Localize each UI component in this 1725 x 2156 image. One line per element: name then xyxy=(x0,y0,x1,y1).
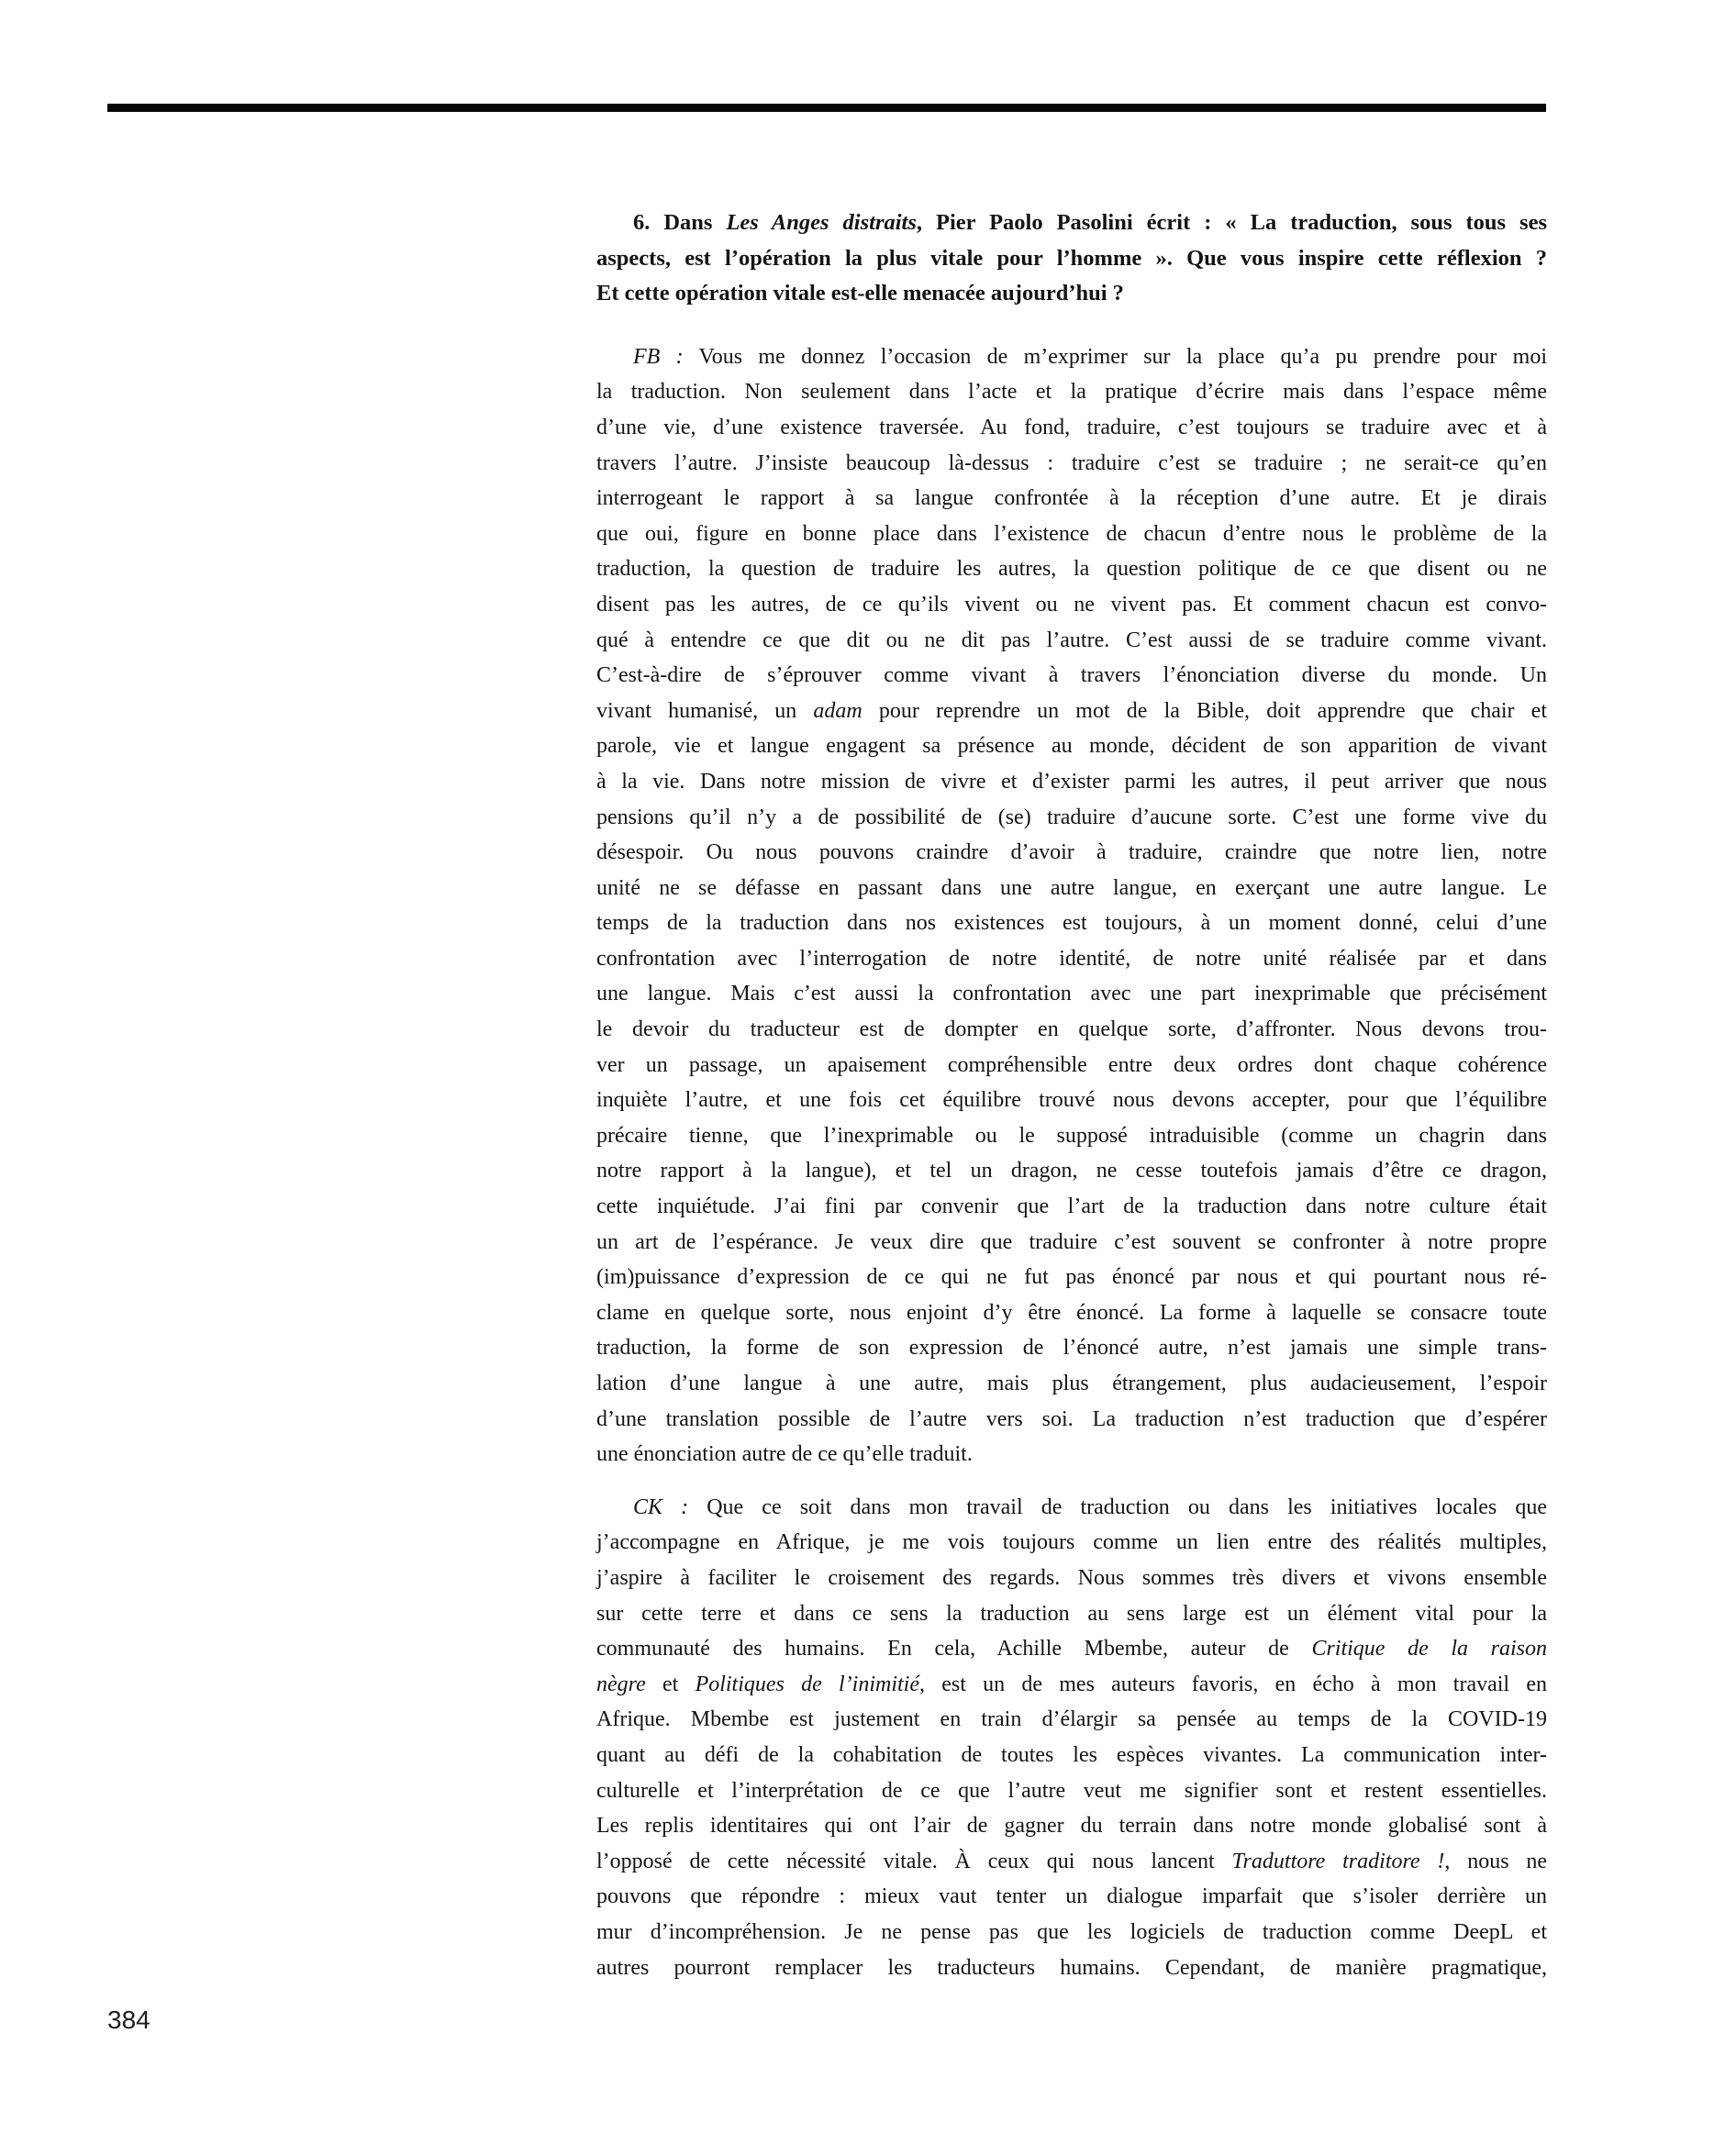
text-line: notre rapport à la langue), et tel un dragon, ne cesse toutefois jamais d’être ce dragon, xyxy=(596,1159,1547,1184)
text-line: à la vie. Dans notre mission de vivre et d’exister parmi les autres, il peut arriver que nous xyxy=(596,769,1547,794)
page-number: 384 xyxy=(107,2006,150,2034)
text-line: aspects, est l’opération la plus vitale pour l’homme ». Que vous inspire cette réflexion ? xyxy=(596,245,1547,271)
text-line: C’est-à-dire de s’éprouver comme vivant à travers l’énonciation diverse du monde. Un xyxy=(596,663,1547,688)
text-line: l’opposé de cette nécessité vitale. À ceux qui nous lancent Traduttore traditore !, nous ne xyxy=(596,1849,1547,1873)
text-line: pouvons que répondre : mieux vaut tenter un dialogue imparfait que s’isoler derrière un xyxy=(596,1884,1547,1909)
text-line: qué à entendre ce que dit ou ne dit pas l’autre. C’est aussi de se traduire comme vivant. xyxy=(596,628,1547,652)
text-line: le devoir du traducteur est de dompter en quelque sorte, d’affronter. Nous devons trou- xyxy=(596,1017,1547,1042)
text-line: Les replis identitaires qui ont l’air de gagner du terrain dans notre monde globalisé sont à xyxy=(596,1814,1547,1839)
text-line: Afrique. Mbembe est justement en train d’élargir sa pensée au temps de la COVID-19 xyxy=(596,1707,1547,1732)
text-line: la traduction. Non seulement dans l’acte et la pratique d’écrire mais dans l’espace même xyxy=(596,380,1547,405)
text-line: pensions qu’il n’y a de possibilité de (se) traduire d’aucune sorte. C’est une forme vive du xyxy=(596,805,1547,829)
text-line: j’aspire à faciliter le croisement des regards. Nous sommes très divers et vivons ensemble xyxy=(596,1565,1547,1590)
text-line: nègre et Politiques de l’inimitié, est un de mes auteurs favoris, en écho à mon travail en xyxy=(596,1672,1547,1696)
text-block xyxy=(596,206,1547,1985)
text-line: j’accompagne en Afrique, je me vois toujours comme un lien entre des réalités multiples, xyxy=(596,1530,1547,1555)
text-line: unité ne se défasse en passant dans une autre langue, en exerçant une autre langue. Le xyxy=(596,875,1547,900)
text-line: travers l’autre. J’insiste beaucoup là-dessus : traduire c’est se traduire ; ne serait-ce qu’en xyxy=(596,450,1547,475)
text-line: interrogeant le rapport à sa langue confrontée à la réception d’une autre. Et je dirais xyxy=(596,486,1547,511)
top-rule xyxy=(107,104,1546,112)
answer-paragraph-fb xyxy=(596,339,1547,1473)
text-line: cette inquiétude. J’ai fini par convenir que l’art de la traduction dans notre culture était xyxy=(596,1195,1547,1219)
text-line: parole, vie et langue engagent sa présence au monde, décident de son apparition de vivant xyxy=(596,734,1547,759)
text-line: désespoir. Ou nous pouvons craindre d’avoir à traduire, craindre que notre lien, notre xyxy=(596,840,1547,865)
text-line: culturelle et l’interprétation de ce que l’autre veut me signifier sont et restent essentielles. xyxy=(596,1778,1547,1803)
text-line: confrontation avec l’interrogation de notre identité, de notre unité réalisée par et dans xyxy=(596,946,1547,971)
text-line: que oui, figure en bonne place dans l’existence de chacun d’entre nous le problème de la xyxy=(596,521,1547,546)
text-line: communauté des humains. En cela, Achille Mbembe, auteur de Critique de la raison xyxy=(596,1637,1548,1661)
text-line: temps de la traduction dans nos existences est toujours, à un moment donné, celui d’une xyxy=(596,911,1547,936)
text-line: inquiète l’autre, et une fois cet équilibre trouvé nous devons accepter, pour que l’équilibre xyxy=(596,1088,1547,1113)
text-line: ver un passage, un apaisement compréhensible entre deux ordres dont chaque cohérence xyxy=(596,1052,1547,1077)
text-line: clame en quelque sorte, nous enjoint d’y être énoncé. La forme à laquelle se consacre toute xyxy=(596,1300,1547,1325)
text-line: une énonciation autre de ce qu’elle traduit. xyxy=(596,1442,973,1467)
text-line: 6. Dans Les Anges distraits, Pier Paolo Pasolini écrit : « La traduction, sous tous ses xyxy=(633,210,1548,235)
text-line: quant au défi de la cohabitation de toutes les espèces vivantes. La communication inter- xyxy=(596,1742,1547,1767)
text-line: d’une vie, d’une existence traversée. Au fond, traduire, c’est toujours se traduire avec et à xyxy=(596,415,1547,439)
text-line: (im)puissance d’expression de ce qui ne fut pas énoncé par nous et qui pourtant nous ré- xyxy=(596,1265,1547,1290)
text-line: précaire tienne, que l’inexprimable ou le supposé intraduisible (comme un chagrin dans xyxy=(596,1123,1547,1148)
text-line: autres pourront remplacer les traducteurs humains. Cependant, de manière pragmatique, xyxy=(596,1955,1547,1980)
text-line: traduction, la question de traduire les autres, la question politique de ce que disent ou ne xyxy=(596,557,1547,582)
text-line: disent pas les autres, de ce qu’ils vivent ou ne vivent pas. Et comment chacun est convo- xyxy=(596,592,1547,617)
text-line: vivant humanisé, un adam pour reprendre un mot de la Bible, doit apprendre que chair et xyxy=(596,698,1547,723)
text-line: un art de l’espérance. Je veux dire que traduire c’est souvent se confronter à notre propre xyxy=(596,1229,1547,1254)
text-line: lation d’une langue à une autre, mais plus étrangement, plus audacieusement, l’espoir xyxy=(596,1372,1547,1395)
text-line: FB : Vous me donnez l’occasion de m’exprimer sur la place qu’a pu prendre pour moi xyxy=(633,344,1548,369)
text-line: une langue. Mais c’est aussi la confrontation avec une part inexprimable que précisément xyxy=(596,982,1547,1006)
text-line: d’une translation possible de l’autre vers soi. La traduction n’est traduction que d’espérer xyxy=(596,1406,1547,1431)
text-line: mur d’incompréhension. Je ne pense pas que les logiciels de traduction comme DeepL et xyxy=(596,1919,1547,1944)
text-line: traduction, la forme de son expression de l’énoncé autre, n’est jamais une simple trans- xyxy=(596,1336,1547,1361)
text-line: Et cette opération vitale est-elle menacée aujourd’hui ? xyxy=(596,281,1124,306)
interview-question xyxy=(596,206,1547,312)
answer-paragraph-ck xyxy=(596,1490,1547,1985)
text-line: CK : Que ce soit dans mon travail de traduction ou dans les initiatives locales que xyxy=(633,1495,1547,1519)
text-line: sur cette terre et dans ce sens la traduction au sens large est un élément vital pour la xyxy=(596,1601,1547,1626)
